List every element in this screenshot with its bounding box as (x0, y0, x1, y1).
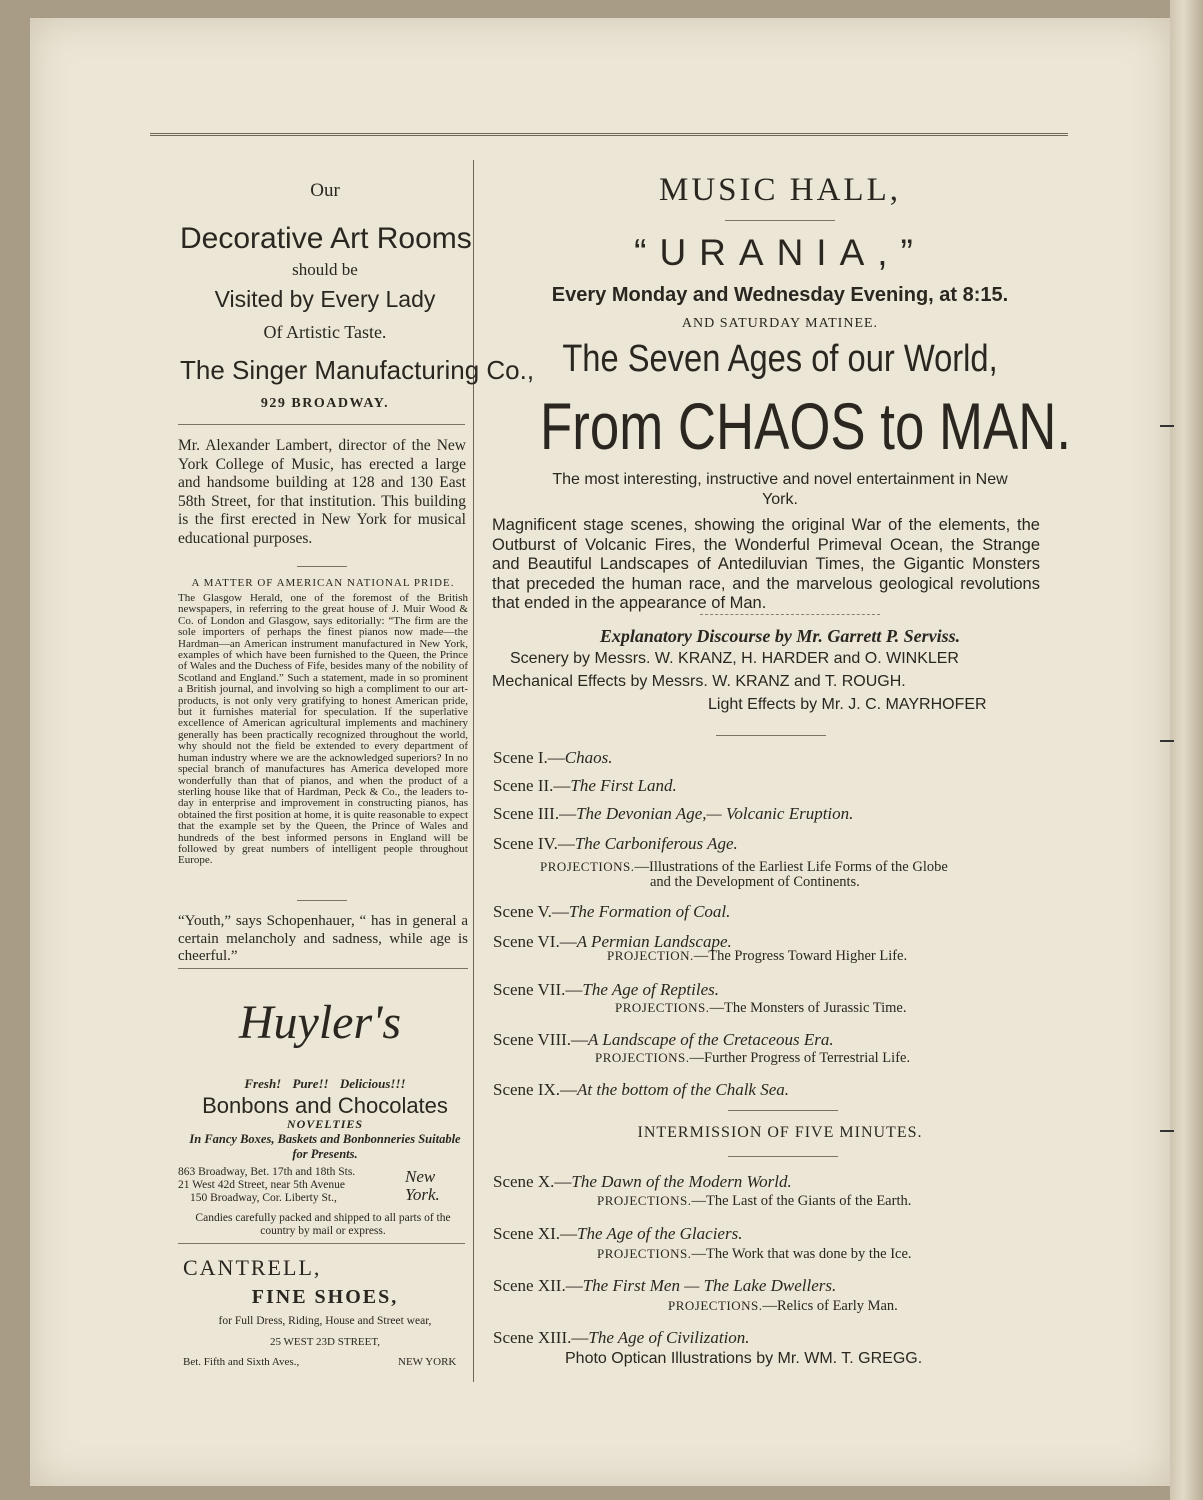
huyler-logo: Huyler's (238, 996, 402, 1049)
short-rule (728, 1110, 838, 1111)
section-rule (178, 424, 465, 425)
header-double-rule (150, 133, 1068, 136)
seven-ages-title: The Seven Ages of our World, (562, 338, 998, 380)
scene-11: Scene XI.—The Age of the Glaciers. (493, 1224, 743, 1243)
huyler-novelties: NOVELTIES (286, 1117, 364, 1131)
scene-1: Scene I.—Chaos. (493, 748, 613, 767)
scene-4: Scene IV.—The Carboniferous Age. (493, 834, 738, 853)
projection-3: PROJECTIONS.—The Monsters of Jurassic Time. (615, 1000, 907, 1016)
ad-should-be: should be (292, 260, 358, 279)
urania-title: “URANIA,” (634, 232, 926, 273)
entertainment-tagline: The most interesting, instructive and novel entertainment in New York. (552, 471, 1008, 508)
intermission-line: INTERMISSION OF FIVE MINUTES. (637, 1124, 923, 1141)
photo-credit: Photo Optican Illustrations by Mr. WM. T. GREGG. (565, 1350, 923, 1367)
huyler-address-2: 21 West 42d Street, near 5th Avenue (178, 1179, 345, 1191)
huyler-address-3: 150 Broadway, Cor. Liberty St., (190, 1192, 337, 1204)
projection-4: PROJECTIONS.—Further Progress of Terrestrial Life. (595, 1050, 911, 1066)
cantrell-line-1: for Full Dress, Riding, House and Street wear, (218, 1315, 432, 1327)
cantrell-line-3a: Bet. Fifth and Sixth Aves., (183, 1356, 300, 1368)
huyler-address-1: 863 Broadway, Bet. 17th and 18th Sts. (178, 1166, 356, 1178)
section-rule (178, 968, 468, 969)
projection-1: PROJECTIONS.—Illustrations of the Earliest Life Forms of the Globe (540, 859, 948, 875)
scene-6: Scene VI.—A Permian Landscape. (493, 932, 732, 951)
lambert-paragraph: Mr. Alexander Lambert, director of the New York College of Music, has erected a large and handsome building at 128 and 130 East 58th Street, for that institution. This building is the first erected in New York for musical educational purposes. (178, 437, 466, 547)
scene-9: Scene IX.—At the bottom of the Chalk Sea. (493, 1080, 790, 1099)
projection-2: PROJECTION.—The Progress Toward Higher Life. (607, 948, 908, 964)
scene-13: Scene XIII.—The Age of Civilization. (493, 1328, 750, 1347)
projection-5: PROJECTIONS.—The Last of the Giants of the Earth. (597, 1193, 912, 1209)
schopenhauer-quote: “Youth,” says Schopenhauer, “ has in general a certain melancholy and sadness, while age is cheerful.” (178, 913, 468, 964)
short-rule (725, 220, 835, 221)
short-rule (716, 735, 826, 736)
schedule-line: Every Monday and Wednesday Evening, at 8:15. (551, 284, 1009, 306)
column-divider (473, 160, 474, 1382)
short-rule (297, 566, 347, 567)
ad-visited: Visited by Every Lady (214, 286, 436, 312)
huyler-fresh: Fresh! Pure!! Delicious!!! (244, 1076, 406, 1091)
huyler-shipping: Candies carefully packed and shipped to all parts of the country by mail or express. (195, 1212, 451, 1237)
description-paragraph: Magnificent stage scenes, showing the original War of the elements, the Outburst of Volcanic Fires, the Wonderful Primeval Ocean, the Strange and Beautiful Landscapes of Antediluvian Times, the Gigantic Monsters that preceded the human race, and the marvelous geological revolutions that ended in the appearance of Man. (492, 516, 1040, 612)
pride-article: The Glasgow Herald, one of the foremost of the British newspapers, in referring to the great house of J. Muir Wood & Co. of London and Glasgow, says editorially: “The firm are the sole importers of perhaps the finest pianos now made—the Hardman—an American instrument manufactured in New York, examples of which have been furnished to the Queen, the Prince of Wales and the Duchess of Fife, besides many of the nobility of Scotland and England.” Such a statement, made in so prominent a British journal, and involving so high a compliment to our art-products, is not only very gratifying to honest American pride, but it furnishes material for speculation. If the superlative excellence of American agricultural implements and machinery generally has been practically recognized throughout the world, why should not the field be extended to every department of human industry where we are the acknowledged superiors? In no special branch of manufactures has America developed more wonderfully than that of pianos, and when the product of a sterling house like that of Hardman, Peck & Co., the leaders to-day in enterprise and improvement in constructing pianos, has obtained the first position at home, it is quite reasonable to expect that the example set by the Queen, the Prince of Wales and hundreds of the best informed persons in England will be followed by great numbers of intelligent people throughout Europe. (178, 592, 468, 867)
ad-decorative-heading: Decorative Art Rooms (180, 222, 472, 255)
short-rule (728, 1156, 838, 1157)
scenery-credit: Scenery by Messrs. W. KRANZ, H. HARDER and O. WINKLER (510, 650, 959, 667)
scene-7: Scene VII.—The Age of Reptiles. (493, 980, 719, 999)
margin-mark (1160, 425, 1174, 427)
margin-mark (1160, 1130, 1174, 1132)
margin-mark (1160, 740, 1174, 742)
projection-7: PROJECTIONS.—Relics of Early Man. (668, 1298, 898, 1314)
scene-3: Scene III.—The Devonian Age,— Volcanic Eruption. (493, 804, 854, 823)
cantrell-line-3b: NEW YORK (398, 1356, 457, 1368)
pride-heading: A MATTER OF AMERICAN NATIONAL PRIDE. (191, 577, 455, 589)
short-rule (297, 900, 347, 901)
scene-10: Scene X.—The Dawn of the Modern World. (493, 1172, 792, 1191)
cantrell-name: CANTRELL, (183, 1255, 322, 1280)
binding-spine (1170, 0, 1203, 1500)
scene-2: Scene II.—The First Land. (493, 776, 677, 795)
huyler-bonbons: Bonbons and Chocolates (202, 1093, 448, 1118)
ad-artistic: Of Artistic Taste. (263, 322, 387, 342)
matinee-line: AND SATURDAY MATINEE. (681, 316, 879, 331)
scene-8: Scene VIII.—A Landscape of the Cretaceous Era. (493, 1030, 834, 1049)
ad-company: The Singer Manufacturing Co., (180, 355, 535, 385)
ad-our: Our (310, 180, 340, 201)
venue-title: MUSIC HALL, (658, 172, 901, 208)
huyler-fancy: In Fancy Boxes, Baskets and Bonbonneries Suitable for Presents. (189, 1132, 461, 1161)
cantrell-line-2: 25 WEST 23D STREET, (270, 1336, 380, 1348)
ad-address: 929 BROADWAY. (260, 396, 390, 411)
chaos-to-man-title: From CHAOS to MAN. (540, 389, 1071, 463)
discourse-line: Explanatory Discourse by Mr. Garrett P. Serviss. (599, 626, 961, 646)
cantrell-shoes: FINE SHOES, (251, 1286, 399, 1308)
projection-1-continued: and the Development of Continents. (650, 874, 860, 890)
mechanical-credit: Mechanical Effects by Messrs. W. KRANZ and T. ROUGH. (492, 673, 906, 690)
wavy-rule (700, 614, 880, 615)
scene-12: Scene XII.—The First Men — The Lake Dwellers. (493, 1276, 837, 1295)
light-credit: Light Effects by Mr. J. C. MAYRHOFER (708, 696, 987, 713)
section-rule (178, 1243, 465, 1244)
huyler-city: New York. (405, 1167, 440, 1204)
scene-5: Scene V.—The Formation of Coal. (493, 902, 731, 921)
projection-6: PROJECTIONS.—The Work that was done by the Ice. (597, 1246, 912, 1262)
